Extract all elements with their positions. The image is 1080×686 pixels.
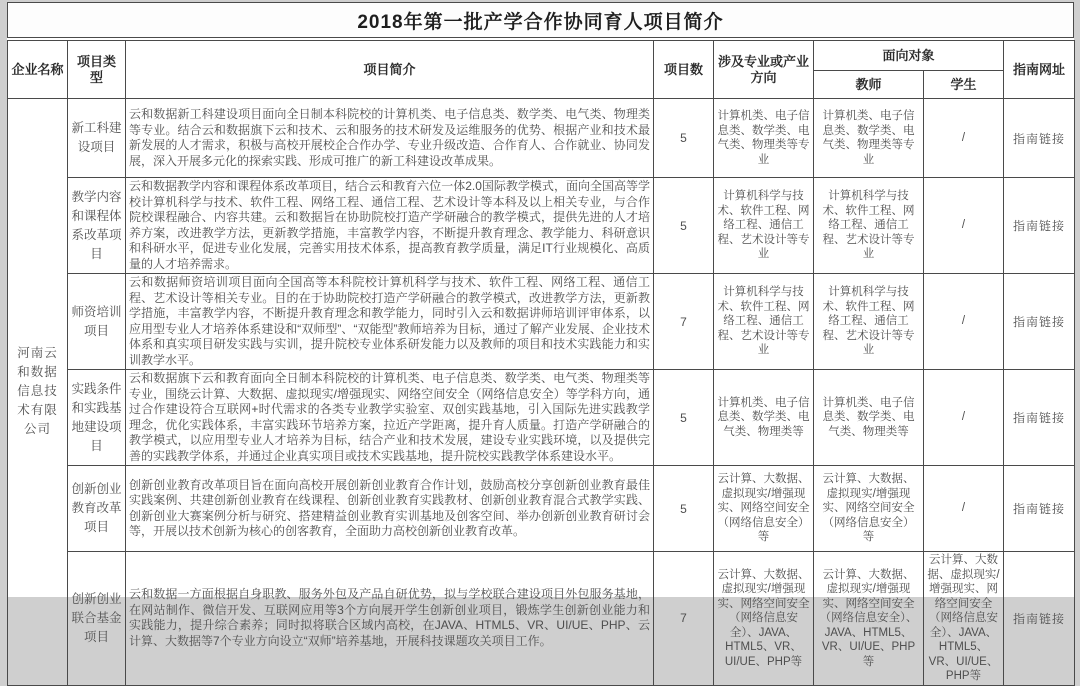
students-cell: / <box>924 274 1004 370</box>
col-header-project-type: 项目类型 <box>68 41 126 99</box>
project-intro-cell: 创新创业教育改革项目旨在面向高校开展创新创业教育合作计划，鼓励高校分享创新创业教育最佳实践案例、共建创新创业教育在线课程、创新创业教育实践教材、创新创业教育混合式教学实践、创新创业大赛案例分析与研究、搭建精益创业教育实训基地及创客空间、举办创新创业教育研讨会等，开展以技术创新为核心的创客教育，全面助力高校创新创业教育改革。 <box>126 466 654 552</box>
majors-cell: 计算机类、电子信息类、数学类、电气类、物理类等 <box>714 370 814 466</box>
project-count-cell: 7 <box>654 552 714 686</box>
col-header-students: 学生 <box>924 71 1004 99</box>
project-intro-cell: 云和数据师资培训项目面向全国高等本科院校计算机科学与技术、软件工程、网络工程、通信工程、艺术设计等相关专业。目的在于协助院校打造产学研融合的教学模式，改进教学方法，更新教学措施，丰富教学内容，不断提升教育理念和教学能力，同时引入云和数据讲师培训评审体系，以应用型专业人才培养体系建设和“双师型”、“双能型”教师培养为目标，通过了解产业发展、企业技术体系和真实项目研发实践与实训，提升院校专业体系研发能力以及教师的项目和技术实践能力和实训教学水平。 <box>126 274 654 370</box>
col-header-guide-url: 指南网址 <box>1004 41 1075 99</box>
col-header-audience: 面向对象 <box>814 41 1004 71</box>
project-count-cell: 5 <box>654 466 714 552</box>
guide-link[interactable]: 指南链接 <box>1004 99 1075 178</box>
majors-cell: 云计算、大数据、虚拟现实/增强现实、网络空间安全（网络信息安全）、JAVA、HTML5、VR、UI/UE、PHP等 <box>714 552 814 686</box>
company-name-cell: 河南云和数据信息技术有限公司 <box>8 99 68 686</box>
guide-link[interactable]: 指南链接 <box>1004 370 1075 466</box>
students-cell: / <box>924 466 1004 552</box>
guide-link[interactable]: 指南链接 <box>1004 466 1075 552</box>
col-header-company: 企业名称 <box>8 41 68 99</box>
col-header-teachers: 教师 <box>814 71 924 99</box>
project-type-cell: 创新创业教育改革项目 <box>68 466 126 552</box>
project-count-cell: 5 <box>654 178 714 274</box>
project-intro-cell: 云和数据新工科建设项目面向全日制本科院校的计算机类、电子信息类、数学类、电气类、物理类等专业。结合云和数据旗下云和技术、云和服务的技术研发及运维服务的优势、根据产业和技术最新发展的人才需求，积极与高校开展校企合作办学、专业升级改造、合作育人、合作就业、协同发展，深入开展多元化的探索实践、形成可推广的新工科建设改革成果。 <box>126 99 654 178</box>
table-row <box>8 466 1075 552</box>
col-header-project-count: 项目数 <box>654 41 714 99</box>
students-cell: / <box>924 178 1004 274</box>
teachers-cell: 计算机科学与技术、软件工程、网络工程、通信工程、艺术设计等专业 <box>814 274 924 370</box>
project-count-cell: 5 <box>654 99 714 178</box>
guide-link[interactable]: 指南链接 <box>1004 178 1075 274</box>
majors-cell: 计算机类、电子信息类、数学类、电气类、物理类等专业 <box>714 99 814 178</box>
project-count-cell: 5 <box>654 370 714 466</box>
guide-link[interactable]: 指南链接 <box>1004 552 1075 686</box>
project-type-cell: 新工科建设项目 <box>68 99 126 178</box>
table-row <box>8 274 1075 370</box>
teachers-cell: 计算机科学与技术、软件工程、网络工程、通信工程、艺术设计等专业 <box>814 178 924 274</box>
majors-cell: 云计算、大数据、虚拟现实/增强现实、网络空间安全（网络信息安全）等 <box>714 466 814 552</box>
projects-table <box>7 40 1075 686</box>
project-intro-cell: 云和数据旗下云和教育面向全日制本科院校的计算机类、电子信息类、数学类、电气类、物理类等专业，围绕云计算、大数据、虚拟现实/增强现实、网络空间安全（网络信息安全）等学科方向，通过合作建设符合互联网+时代需求的各类专业教学实验室、双创实践基地，引入国际先进实践教学理念，优化实践体系，丰富实践环节培养方案，拉近产学距离，提升育人质量。打造产学研融合的教学模式，以应用型专业人才培养为目标，结合产业和技术发展，建设专业实践环境，以及提供完善的实践教学体系，并通过企业真实项目或技术实践基地，提升院校实践教学体系建设水平。 <box>126 370 654 466</box>
students-cell: 云计算、大数据、虚拟现实/增强现实、网络空间安全（网络信息安全）、JAVA、HTML5、VR、UI/UE、PHP等 <box>924 552 1004 686</box>
project-intro-cell: 云和数据教学内容和课程体系改革项目，结合云和教育六位一体2.0国际教学模式，面向全国高等学校计算机科学与技术、软件工程、网络工程、通信工程、艺术设计等本科及以上相关专业，与合作院校课程融合、内容共建。云和数据旨在协助院校打造产学研融合的教学模式，提供先进的人才培养方案，改进教学方法，更新教学措施，丰富教学内容，不断提升教育理念、教学能力、科研意识和科研水平，促进专业化发展，完善实用技术体系，提高教育教学质量，满足IT行业规模化、高质量的人才培养需求。 <box>126 178 654 274</box>
project-type-cell: 师资培训项目 <box>68 274 126 370</box>
students-cell: / <box>924 99 1004 178</box>
col-header-majors: 涉及专业或产业方向 <box>714 41 814 99</box>
document-title: 2018年第一批产学合作协同育人项目简介 <box>7 2 1074 38</box>
teachers-cell: 计算机类、电子信息类、数学类、电气类、物理类等 <box>814 370 924 466</box>
table-row <box>8 99 1075 178</box>
project-count-cell: 7 <box>654 274 714 370</box>
project-type-cell: 创新创业联合基金项目 <box>68 552 126 686</box>
table-row <box>8 552 1075 686</box>
table-row <box>8 178 1075 274</box>
project-type-cell: 教学内容和课程体系改革项目 <box>68 178 126 274</box>
teachers-cell: 计算机类、电子信息类、数学类、电气类、物理类等专业 <box>814 99 924 178</box>
guide-link[interactable]: 指南链接 <box>1004 274 1075 370</box>
teachers-cell: 云计算、大数据、虚拟现实/增强现实、网络空间安全（网络信息安全）等 <box>814 466 924 552</box>
students-cell: / <box>924 370 1004 466</box>
majors-cell: 计算机科学与技术、软件工程、网络工程、通信工程、艺术设计等专业 <box>714 274 814 370</box>
project-type-cell: 实践条件和实践基地建设项目 <box>68 370 126 466</box>
col-header-project-intro: 项目简介 <box>126 41 654 99</box>
teachers-cell: 云计算、大数据、虚拟现实/增强现实、网络空间安全（网络信息安全）、JAVA、HTML5、VR、UI/UE、PHP等 <box>814 552 924 686</box>
document-page <box>7 2 1074 682</box>
project-intro-cell: 云和数据一方面根据自身职教、服务外包及产品自研优势，拟与学校联合建设项目外包服务基地，在网站制作、微信开发、互联网应用等3个方向展开学生创新创业项目，锻炼学生创新创业能力和实践能力，提升综合素养；同时拟将联合区域内高校，在JAVA、HTML5、VR、UI/UE、PHP、云计算、大数据等7个专业方向设立“双师”培养基地，开展科技课题攻关项目工作。 <box>126 552 654 686</box>
majors-cell: 计算机科学与技术、软件工程、网络工程、通信工程、艺术设计等专业 <box>714 178 814 274</box>
table-row <box>8 370 1075 466</box>
